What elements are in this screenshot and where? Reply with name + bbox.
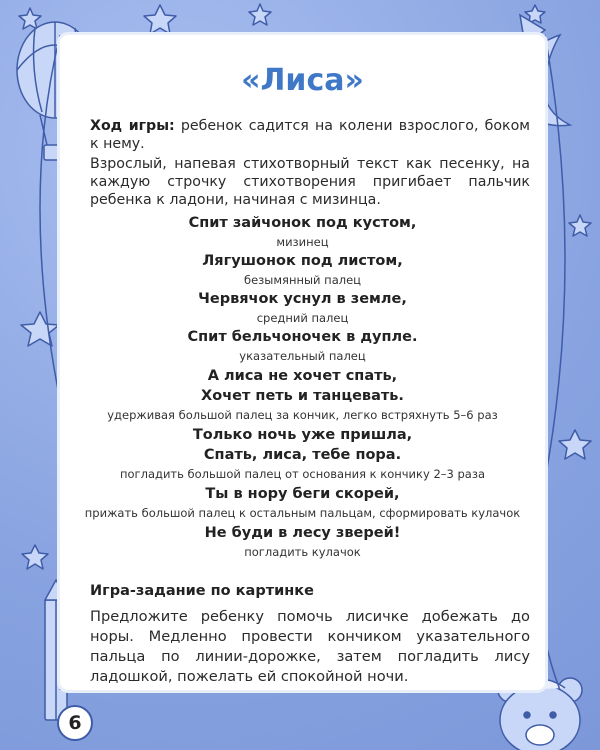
verse-line: Спит зайчонок под кустом, — [188, 215, 417, 231]
star-icon — [559, 430, 591, 459]
star-icon — [22, 545, 48, 569]
verse-line: Лягушонок под листом, — [202, 253, 403, 269]
star-icon — [21, 312, 59, 346]
content-panel — [60, 35, 545, 690]
intro-paragraph — [90, 117, 530, 153]
star-icon — [19, 8, 41, 29]
intro-lead-label: Ход игры: — [90, 118, 175, 134]
intro-instruction: Взрослый, напевая стихотворный текст как песенку, на каждую строчку стихотворения пригибает пальчик ребенка к ладони, начиная с мизинца. — [90, 156, 530, 208]
verse-line: Спать, лиса, тебе пора. — [203, 447, 402, 463]
star-icon — [249, 4, 271, 25]
page-title: «Лиса» — [241, 63, 364, 98]
verse-line: А лиса не хочет спать, — [207, 368, 398, 384]
verse-note: средний палец — [256, 311, 349, 325]
verse-note: удерживая большой палец за кончик, легко встряхнуть 5–6 раз — [107, 408, 498, 422]
verse-line: Хочет петь и танцевать. — [201, 388, 404, 404]
verse-note: прижать большой палец к остальным пальцам, сформировать кулачок — [84, 506, 521, 520]
verse-line: Червячок уснул в земле, — [198, 291, 407, 307]
verse-note: указательный палец — [239, 349, 366, 363]
star-icon — [144, 5, 176, 34]
verse-note: погладить большой палец от основания к кончику 2–3 раза — [120, 467, 485, 481]
task-heading: Игра-задание по картинке — [90, 583, 314, 599]
intro-lead-text: ребенок садится на колени взрослого, боком к нему. — [90, 118, 530, 152]
verse-note: погладить кулачок — [244, 545, 361, 559]
verse-line: Спит бельчоночек в дупле. — [187, 329, 418, 345]
star-icon — [569, 215, 591, 236]
verse-line: Только ночь уже пришла, — [192, 427, 413, 443]
task-text: Предложите ребенку помочь лисичке добежать до норы. Медленно провести кончиком указательного пальца по линии-дорожке, затем погладить лису ладошкой, пожелать ей спокойной ночи. — [90, 608, 530, 685]
verse-note: безымянный палец — [243, 273, 362, 287]
verse-line: Не буди в лесу зверей! — [204, 525, 401, 541]
verse-line: Ты в нору беги скорей, — [205, 486, 400, 502]
page-number-badge: 6 — [57, 705, 93, 741]
verse-note: мизинец — [276, 235, 329, 249]
